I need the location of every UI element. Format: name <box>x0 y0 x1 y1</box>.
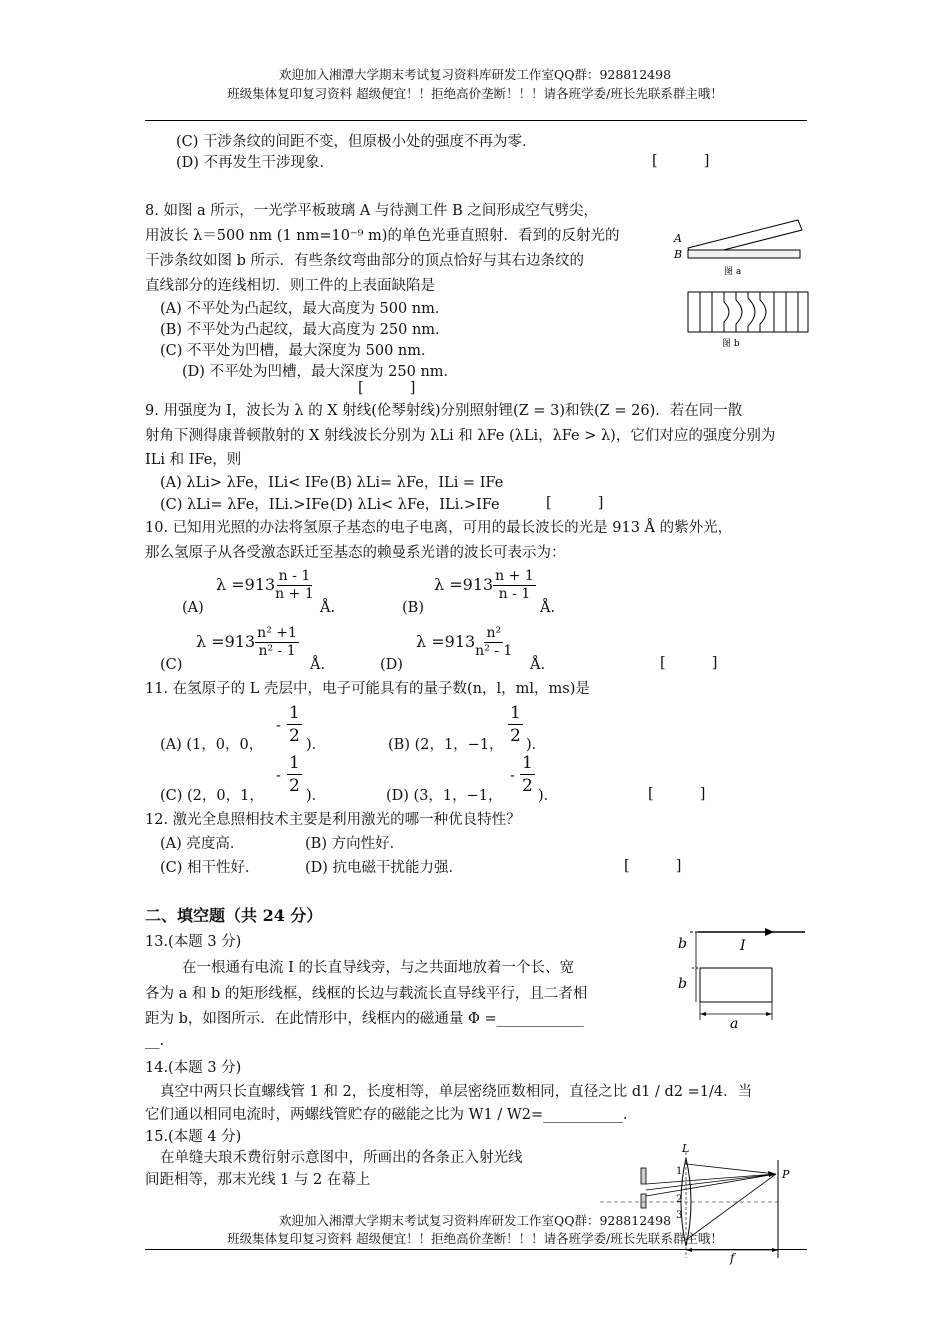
q15-fig-label-lens: L <box>682 1142 690 1155</box>
q13-head: 13.(本题 3 分) <box>145 934 242 950</box>
q10-formula-a <box>216 567 314 603</box>
q9-option-a: (A) λLi> λFe，ILi< IFe <box>160 475 329 491</box>
q10-d-denominator: n² - 1 <box>475 643 513 659</box>
q10-d-numerator: n² <box>486 625 502 641</box>
q10-c-numerator: n² +1 <box>257 625 297 641</box>
q13-line-1: 在一根通有电流 I 的长直导线旁，与之共面地放着一个长、宽 <box>182 960 574 976</box>
q9-line-2: 射角下测得康普顿散射的 X 射线波长分别为 λLi 和 λFe (λLi，λFe > λ)，它们对应的强度分别为 <box>145 428 776 444</box>
q8-option-a: (A) 不平处为凸起纹，最大高度为 500 nm． <box>160 301 450 317</box>
q10-line-1: 10. 已知用光照的办法将氢原子基态的电子电离，可用的最长波长的光是 913 Å 的紫外光， <box>145 520 733 536</box>
q11-line-1: 11. 在氢原子的 L 壳层中，电子可能具有的量子数(n，l，ml，ms)是 <box>145 681 590 697</box>
q12-option-a: (A) 亮度高． <box>160 836 245 852</box>
q10-a-numerator: n - 1 <box>278 568 311 584</box>
q11-c-one: 1 <box>289 753 300 773</box>
q11-d-close: )． <box>538 788 559 804</box>
q11-a-close: )． <box>306 737 327 753</box>
q14-head: 14.(本题 3 分) <box>145 1060 242 1076</box>
q9-option-b: (B) λLi= λFe，ILi = IFe <box>330 475 504 491</box>
q8-line-4: 直线部分的连线相切．则工件的上表面缺陷是 <box>145 278 435 294</box>
q13-fig-label-a: a <box>730 1016 739 1032</box>
q12-line-1: 12. 激光全息照相技术主要是利用激光的哪一种优良特性？ <box>145 812 521 828</box>
q10-formula-b <box>434 567 536 603</box>
q10-d-lambda: λ =913 <box>416 632 476 651</box>
q10-a-denominator: n + 1 <box>275 586 314 602</box>
q10-label-d: (D) <box>380 657 403 673</box>
q8-line-2: 用波长 λ＝500 nm (1 nm=10⁻⁹ m)的单色光垂直照射．看到的反射光的 <box>145 228 620 244</box>
q11-option-c: (C) (2，0，1， <box>160 788 264 804</box>
q8-option-d: (D) 不平处为凹槽，最大深度为 250 nm． <box>182 364 459 380</box>
q7-answer-bracket: [ ] <box>652 153 710 169</box>
q9-line-3: ILi 和 IFe，则 <box>145 452 242 468</box>
footer-line-1: 欢迎加入湘潭大学期末考试复习资料库研发工作室QQ群：928812498 <box>278 1213 672 1228</box>
q8-fig-a-caption: 图 a <box>724 267 742 277</box>
q11-b-two: 2 <box>510 726 521 746</box>
q10-a-lambda: λ =913 <box>216 575 276 594</box>
q15-fig-label-f: f <box>730 1251 735 1265</box>
q8-line-1: 8. 如图 a 所示，一光学平板玻璃 A 与待测工件 B 之间形成空气劈尖， <box>145 203 598 219</box>
q15-line-1: 在单缝夫琅禾费衍射示意图中，所画出的各条正入射光线 <box>160 1150 523 1166</box>
q8-option-c: (C) 不平处为凹槽，最大深度为 500 nm． <box>160 343 436 359</box>
q11-c-minus: - <box>276 768 281 784</box>
q10-c-lambda: λ =913 <box>196 632 256 651</box>
header-rule <box>145 120 807 121</box>
q11-a-one: 1 <box>289 703 300 723</box>
q8-line-3: 干涉条纹如图 b 所示．有些条纹弯曲部分的顶点恰好与其右边条纹的 <box>145 253 584 269</box>
q11-c-two: 2 <box>289 776 300 796</box>
q9-answer-bracket: [ ] <box>546 495 604 511</box>
q8-answer-bracket: [ ] <box>358 380 416 396</box>
q15-fig-label-3: 3 <box>676 1210 683 1221</box>
q10-label-b: (B) <box>402 600 424 616</box>
q8-figure-a <box>668 212 808 280</box>
q11-a-minus: - <box>276 718 281 734</box>
q14-line-2: 它们通以相同电流时，两螺线管贮存的磁能之比为 W1 / W2=___________. <box>145 1107 628 1123</box>
q9-line-1: 9. 用强度为 I，波长为 λ 的 X 射线(伦琴射线)分别照射锂(Z = 3)和铁(Z = 26)．若在同一散 <box>145 403 743 419</box>
q13-line-2: 各为 a 和 b 的矩形线框，线框的长边与载流长直导线平行，且二者相 <box>145 986 588 1002</box>
q11-d-one: 1 <box>522 753 533 773</box>
section-2-title: 二、填空题（共 24 分） <box>145 906 323 925</box>
q8-option-b: (B) 不平处为凸起纹，最大高度为 250 nm． <box>160 322 450 338</box>
q11-b-close: )． <box>526 737 547 753</box>
q11-d-fraction <box>520 752 535 797</box>
q11-a-fraction <box>287 702 302 747</box>
q10-label-c: (C) <box>160 657 183 673</box>
q10-answer-bracket: [ ] <box>660 655 718 671</box>
q9-option-d: (D) λLi< λFe，ILi.>IFe <box>330 497 500 513</box>
q10-a-unit: Å. <box>320 600 336 616</box>
q15-head: 15.(本题 4 分) <box>145 1129 242 1145</box>
q12-answer-bracket: [ ] <box>624 858 682 874</box>
q13-fig-label-b-top: b <box>678 936 687 952</box>
q10-label-a: (A) <box>182 600 204 616</box>
footer-line-2: 班级集体复印复习资料 超级便宜！！拒绝高价垄断！！！请各班学委/班长先联系群主哦！ <box>227 1231 723 1246</box>
q15-fig-label-2: 2 <box>676 1194 683 1205</box>
q13-line-3: 距为 b，如图所示．在此情形中，线框内的磁通量 Φ =____________ <box>145 1011 584 1027</box>
q8-fig-b-caption: 图 b <box>722 339 740 349</box>
q11-d-minus: - <box>510 768 515 784</box>
q11-c-fraction <box>287 752 302 797</box>
q11-c-close: )． <box>306 788 327 804</box>
q10-d-unit: Å. <box>530 657 546 673</box>
footer-rule <box>145 1249 807 1250</box>
q15-fig-label-1: 1 <box>676 1166 683 1177</box>
q10-line-2: 那么氢原子从各受激态跃迁至基态的赖曼系光谱的波长可表示为： <box>145 545 566 561</box>
q13-line-4: __. <box>145 1033 165 1049</box>
q11-option-a: (A) (1，0，0， <box>160 737 264 753</box>
q15-figure <box>600 1140 800 1270</box>
q13-fig-label-b-bottom: b <box>678 976 687 992</box>
header-line-1: 欢迎加入湘潭大学期末考试复习资料库研发工作室QQ群：928812498 <box>278 67 672 82</box>
q11-b-fraction <box>508 702 523 747</box>
q10-formula-c <box>196 624 299 660</box>
q15-line-2: 间距相等，那末光线 1 与 2 在幕上 <box>145 1172 371 1188</box>
q12-option-d: (D) 抗电磁干扰能力强． <box>305 860 464 876</box>
q11-answer-bracket: [ ] <box>648 786 706 802</box>
q13-figure <box>670 924 810 1034</box>
q12-option-b: (B) 方向性好． <box>305 836 405 852</box>
q11-b-one: 1 <box>510 703 521 723</box>
q8-fig-a-label-b: B <box>674 248 683 261</box>
q12-option-c: (C) 相干性好． <box>160 860 260 876</box>
q10-c-unit: Å. <box>310 657 326 673</box>
q8-fig-a-label-a: A <box>674 232 682 245</box>
header-line-2: 班级集体复印复习资料 超级便宜！！拒绝高价垄断！！！请各班学委/班长先联系群主哦！ <box>227 86 723 101</box>
q10-b-unit: Å. <box>540 600 556 616</box>
q10-formula-d <box>416 624 512 660</box>
q10-b-denominator: n - 1 <box>498 586 531 602</box>
q11-option-d: (D) (3，1，−1， <box>386 788 503 804</box>
q9-option-c: (C) λLi= λFe，ILi.>IFe <box>160 497 330 513</box>
q7-option-d: (D) 不再发生干涉现象． <box>176 155 335 171</box>
q11-a-two: 2 <box>289 726 300 746</box>
q10-c-denominator: n² - 1 <box>258 643 296 659</box>
q7-option-c: (C) 干涉条纹的间距不变，但原极小处的强度不再为零． <box>176 134 537 150</box>
q13-fig-label-current: I <box>740 938 746 954</box>
q10-b-numerator: n + 1 <box>495 568 534 584</box>
q15-fig-label-p: P <box>782 1168 790 1181</box>
q11-d-two: 2 <box>522 776 533 796</box>
q14-line-1: 真空中两只长直螺线管 1 和 2，长度相等，单层密绕匝数相同，直径之比 d1 / d2 =1/4．当 <box>160 1084 753 1100</box>
q11-option-b: (B) (2，1，−1， <box>388 737 504 753</box>
q8-figure-b <box>686 290 816 352</box>
q10-b-lambda: λ =913 <box>434 575 494 594</box>
